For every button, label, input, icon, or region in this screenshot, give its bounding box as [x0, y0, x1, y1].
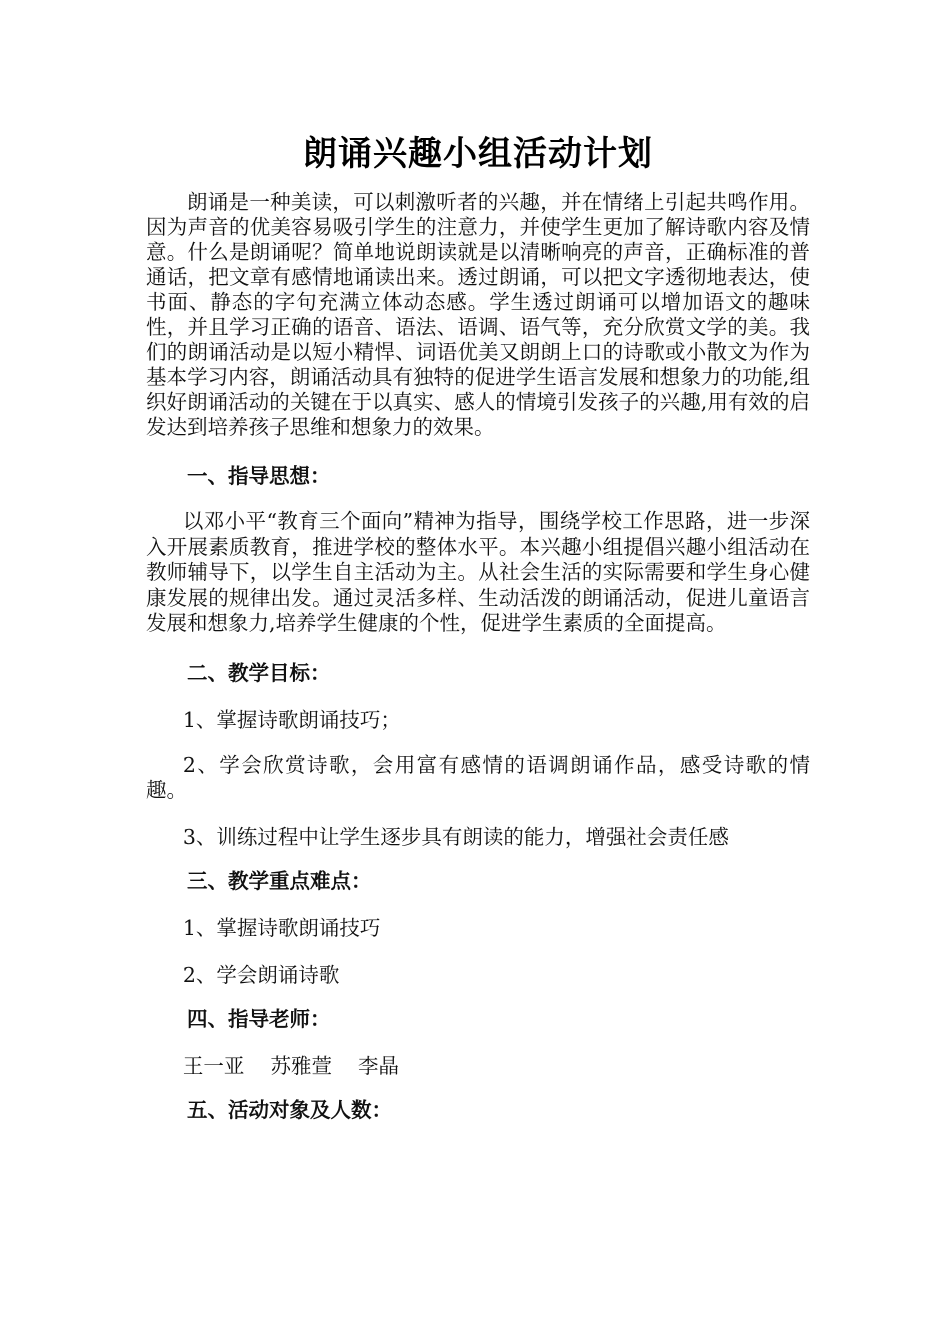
teaching-goal-item: 2、学会欣赏诗歌，会用富有感情的语调朗诵作品，感受诗歌的情趣。: [146, 752, 810, 802]
section-heading-teaching-goals: 二、教学目标：: [187, 660, 331, 685]
section-heading-instructors: 四、指导老师：: [187, 1006, 331, 1031]
document-title: 朗诵兴趣小组活动计划: [303, 134, 653, 174]
section-heading-participants: 五、活动对象及人数：: [187, 1097, 392, 1122]
intro-paragraph: 朗诵是一种美读，可以刺激听者的兴趣，并在情绪上引起共鸣作用。因为声音的优美容易吸引学生的注意力，并使学生更加了解诗歌内容及情意。什么是朗诵呢？简单地说朗读就是以清晰响亮的声音，正确标准的普通话，把文章有感情地诵读出来。透过朗诵，可以把文字透彻地表达，使书面、静态的字句充满立体动态感。学生透过朗诵可以增加语文的趣味性，并且学习正确的语音、语法、语调、语气等，充分欣赏文学的美。我们的朗诵活动是以短小精悍、词语优美又朗朗上口的诗歌或小散文为作为基本学习内容，朗诵活动具有独特的促进学生语言发展和想象力的功能,组织好朗诵活动的关键在于以真实、感人的情境引发孩子的兴趣,用有效的启发达到培养孩子思维和想象力的效果。: [146, 190, 810, 439]
key-point-item: 2、学会朗诵诗歌: [182, 962, 340, 987]
teaching-goal-item: 3、训练过程中让学生逐步具有朗读的能力，增强社会责任感: [182, 824, 729, 849]
section-heading-guiding-ideology: 一、指导思想：: [187, 464, 331, 488]
document-body: [146, 126, 810, 1124]
section-heading-key-points: 三、教学重点难点：: [187, 868, 372, 893]
key-point-item: 1、掌握诗歌朗诵技巧: [182, 915, 381, 940]
instructor-names: 王一亚 苏雅萱 李晶: [182, 1053, 400, 1078]
teaching-goal-item: 1、掌握诗歌朗诵技巧；: [182, 707, 401, 732]
guiding-ideology-paragraph: 以邓小平“教育三个面向”精神为指导，围绕学校工作思路，进一步深入开展素质教育，推进学校的整体水平。本兴趣小组提倡兴趣小组活动在教师辅导下，以学生自主活动为主。从社会生活的实际需要和学生身心健康发展的规律出发。通过灵活多样、生动活泼的朗诵活动，促进儿童语言发展和想象力,培养学生健康的个性，促进学生素质的全面提高。: [146, 509, 810, 635]
